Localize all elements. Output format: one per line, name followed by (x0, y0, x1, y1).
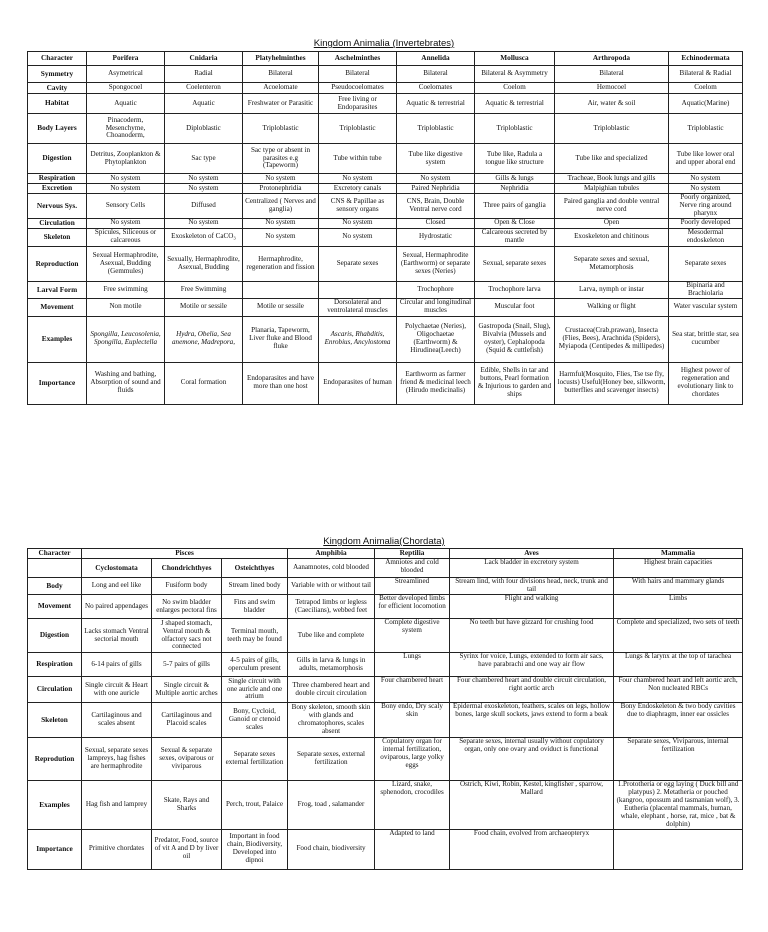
table-cell: Bilateral (397, 66, 475, 83)
table-cell: Mesodermal endoskeleton (669, 228, 743, 246)
table-cell: Sensory Cells (87, 194, 165, 219)
table-cell: Walking or flight (555, 298, 669, 316)
table-cell: Food chain, evolved from archaeopteryx (450, 829, 614, 869)
table-cell: 6-14 pairs of gills (82, 653, 152, 677)
table-cell: Aquatic & terrestrial (475, 94, 555, 114)
table-cell: Separate sexes and sexual, Metamorphosis (555, 246, 669, 281)
table-cell: No system (243, 218, 319, 228)
table-cell: Paired ganglia and double ventral nerve cord (555, 194, 669, 219)
table-cell: Tube like lower oral and upper aboral end (669, 144, 743, 174)
row-label: Habitat (28, 94, 87, 114)
row-label: Body Layers (28, 114, 87, 144)
table-cell: Harmful(Mosquito, Flies, Tse tse fly, locusts) Useful(Honey bee, silkworm, butterflies and scavenger insects) (555, 362, 669, 404)
row-label: Digestion (28, 144, 87, 174)
row-label: Importance (28, 829, 82, 869)
table-cell: Sexual Hermaphrodite, Asexual, Budding (Gemmules) (87, 246, 165, 281)
invertebrates-header: Porifera (87, 52, 165, 66)
table-cell: Poorly developed (669, 218, 743, 228)
row-label: Movement (28, 298, 87, 316)
table-cell: Open (555, 218, 669, 228)
table-cell: No system (87, 184, 165, 194)
table-cell: Sexual, separate sexes (475, 246, 555, 281)
table-row (28, 653, 743, 677)
table-cell: No system (319, 218, 397, 228)
table-cell: Syrinx for voice, Lungs, extended to form air sacs, have parabrachi and one way air flow (450, 653, 614, 677)
table-cell: Freshwater or Parasitic (243, 94, 319, 114)
table-cell: Non motile (87, 298, 165, 316)
table-cell: Tetrapod limbs or legless (Caecilians), webbed feet (288, 595, 375, 619)
table-cell: Bilateral & Asymmetry (475, 66, 555, 83)
table-cell (243, 281, 319, 298)
table-cell: Triploblastic (475, 114, 555, 144)
table-cell: Ascaris, Rhabditis, Enrobius, Ancylostoma (319, 316, 397, 362)
table-cell: Predator, Food, source of vit A and D by liver oil (152, 829, 222, 869)
table-cell: Tube like and specialized (555, 144, 669, 174)
reptilia-note: Amniotes and cold blooded (375, 559, 450, 578)
table-cell: Three pairs of ganglia (475, 194, 555, 219)
chordata-table (27, 548, 743, 870)
table-cell: Four chambered heart and left aortic arch, Non nucleated RBCs (614, 677, 743, 703)
table-cell: Closed (397, 218, 475, 228)
row-label: Examples (28, 781, 82, 830)
table-cell: Bony, Cycloid, Ganoid or ctenoid scales (222, 703, 288, 738)
invertebrates-header: Cnidaria (165, 52, 243, 66)
row-label: Reproduction (28, 246, 87, 281)
table-cell: Poorly organized, Nerve ring around pharynx (669, 194, 743, 219)
table-cell: Gills & lungs (475, 174, 555, 184)
table-cell: CNS & Papillae as sensory organs (319, 194, 397, 219)
table-row (28, 703, 743, 738)
table-cell: Hag fish and lamprey (82, 781, 152, 830)
table-cell: Fusiform body (152, 578, 222, 595)
table-cell: Copulatory organ for internal fertilization, oviparous, large yolky eggs (375, 738, 450, 781)
table-row (28, 66, 743, 83)
row-label: Circulation (28, 218, 87, 228)
table-cell: Earthworm as farmer friend & medicinal leech (Hirudo medicinalis) (397, 362, 475, 404)
table-row (28, 781, 743, 830)
table-cell: Tube like digestive system (397, 144, 475, 174)
table-cell: Triploblastic (397, 114, 475, 144)
table-cell: Bilateral (243, 66, 319, 83)
table-cell: Coelom (669, 83, 743, 94)
table-cell: Circular and longitudinal muscles (397, 298, 475, 316)
table-cell: No system (87, 218, 165, 228)
table-cell (319, 281, 397, 298)
table-row (28, 316, 743, 362)
subheader-osteichthyes: Osteichthyes (222, 559, 288, 578)
table-cell: Polychaetae (Neries), Oligochaetae (Earthworm) & Hirudinea(Leech) (397, 316, 475, 362)
invertebrates-title: Kingdom Animalia (Invertebrates) (313, 38, 455, 49)
table-row (28, 114, 743, 144)
header-aves: Aves (450, 549, 614, 559)
table-row (28, 218, 743, 228)
row-label: Circulation (28, 677, 82, 703)
table-cell: Stream lined body (222, 578, 288, 595)
invertebrates-header: Character (28, 52, 87, 66)
table-cell: Planaria, Tapeworm, Liver fluke and Blood fluke (243, 316, 319, 362)
table-cell: Protonephridia (243, 184, 319, 194)
table-cell: No system (669, 184, 743, 194)
table-cell: Highest power of regeneration and evolutionary link to chordates (669, 362, 743, 404)
table-row (28, 738, 743, 781)
row-label: Symmetry (28, 66, 87, 83)
table-cell: Radial (165, 66, 243, 83)
table-cell: Detritus, Zooplankton & Phytoplankton (87, 144, 165, 174)
table-row (28, 298, 743, 316)
invertebrates-header: Platyhelminthes (243, 52, 319, 66)
table-cell: Aquatic (165, 94, 243, 114)
table-cell: Single circuit with one auricle and one atrium (222, 677, 288, 703)
table-cell: Limbs (614, 595, 743, 619)
table-row (28, 83, 743, 94)
table-cell: No system (165, 174, 243, 184)
table-cell: Tube like, Radula a tongue like structure (475, 144, 555, 174)
table-cell: Epidermal exoskeleton, feathers, scales on legs, hollow bones, large skull sockets, jaws extend to form a beak (450, 703, 614, 738)
table-cell: Bipinaria and Brachiolaria (669, 281, 743, 298)
table-cell: Motile or sessile (165, 298, 243, 316)
table-cell: Diffused (165, 194, 243, 219)
table-cell: Endoparasites and have more than one host (243, 362, 319, 404)
table-cell: No system (165, 218, 243, 228)
table-cell: Variable with or without tail (288, 578, 375, 595)
table-row (28, 228, 743, 246)
table-cell: Spongocoel (87, 83, 165, 94)
header-pisces: Pisces (82, 549, 288, 559)
table-cell: Better developed limbs for efficient locomotion (375, 595, 450, 619)
table-cell: Centralized ( Nerves and ganglia) (243, 194, 319, 219)
table-cell: Long and eel like (82, 578, 152, 595)
table-cell: Tube within tube (319, 144, 397, 174)
table-cell: Exoskeleton of CaCO₃ (165, 228, 243, 246)
aves-note: Lack bladder in excretory system (450, 559, 614, 578)
table-cell: 1.Prototheria or egg laying ( Duck bill and platypus) 2. Metatheria or pouched (kangroo, opossum and tasmanian wolf), 3. Eutheria (placental mammals, human, whale, elephant , horse, rat, mice , bat & dolphin) (614, 781, 743, 830)
table-cell: Primitive chordates (82, 829, 152, 869)
table-cell: Free living or Endoparasites (319, 94, 397, 114)
subheader-chondrichthyes: Chondrichthyes (152, 559, 222, 578)
table-cell: Lizard, snake, sphenodon, crocodiles (375, 781, 450, 830)
table-cell: Pseudocoelomates (319, 83, 397, 94)
table-cell: Separate sexes external fertilization (222, 738, 288, 781)
table-cell: Crustacea(Crab,prawan), Insecta (Flies, Bees), Arachnida (Spiders), Myiapoda (Centipedes & millipedes) (555, 316, 669, 362)
invertebrates-header: Echinodermata (669, 52, 743, 66)
table-cell: Free Swimming (165, 281, 243, 298)
table-cell: No system (669, 174, 743, 184)
table-row (28, 677, 743, 703)
table-cell: Open & Close (475, 218, 555, 228)
table-cell: Bony skeleton, smooth skin with glands and chromatophores, scales absent (288, 703, 375, 738)
table-cell: Exoskeleton and chitinous (555, 228, 669, 246)
table-cell: Aquatic & terrestrial (397, 94, 475, 114)
header-mammalia: Mammalia (614, 549, 743, 559)
table-row (28, 184, 743, 194)
table-cell: Separate sexes (319, 246, 397, 281)
table-row (28, 362, 743, 404)
table-cell: Sea star, brittle star, sea cucumber (669, 316, 743, 362)
table-cell: Food chain, biodiversity (288, 829, 375, 869)
table-cell: No system (319, 228, 397, 246)
invertebrates-header: Arthropoda (555, 52, 669, 66)
table-cell: Triploblastic (555, 114, 669, 144)
table-cell: No system (87, 174, 165, 184)
table-cell: Spicules, Siliceous or calcareous (87, 228, 165, 246)
row-label: Movement (28, 595, 82, 619)
table-cell: Hermaphrodite, regeneration and fission (243, 246, 319, 281)
table-cell: Frog, toad , salamander (288, 781, 375, 830)
table-row (28, 194, 743, 219)
table-cell: No system (243, 174, 319, 184)
table-cell: Spongilla, Leucosolenia, Spongilla, Euplectella (87, 316, 165, 362)
row-label: Digestion (28, 619, 82, 653)
table-row (28, 246, 743, 281)
table-cell: Triploblastic (319, 114, 397, 144)
row-label: Cavity (28, 83, 87, 94)
table-cell: Cartilaginous and Placoid scales (152, 703, 222, 738)
table-cell: Streamlined (375, 578, 450, 595)
table-cell: Four chambered heart (375, 677, 450, 703)
table-cell: Single circuit & Multiple aortic arches (152, 677, 222, 703)
table-cell: Separate sexes, external fertilization (288, 738, 375, 781)
row-label: Skeleton (28, 228, 87, 246)
table-row (28, 94, 743, 114)
table-cell: Endoparasites of human (319, 362, 397, 404)
row-label: Body (28, 578, 82, 595)
table-cell: Coelom (475, 83, 555, 94)
table-cell: Gastropoda (Snail, Slug), Bivalvia (Mussels and oyster), Cephalopoda (Squid & cuttlefish) (475, 316, 555, 362)
mammalia-note: Highest brain capacities (614, 559, 743, 578)
header-amphibia: Amphibia (288, 549, 375, 559)
table-cell: Triploblastic (243, 114, 319, 144)
table-cell (614, 829, 743, 869)
table-cell: Flight and walking (450, 595, 614, 619)
row-label: Respiration (28, 653, 82, 677)
table-cell: Hydra, Obelia, Sea anemone, Madrepora, (165, 316, 243, 362)
table-cell: Sexual, Hermaphrodite (Earthworm) or separate sexes (Neries) (397, 246, 475, 281)
table-cell: Sac type or absent in parasites e.g (Tapeworm) (243, 144, 319, 174)
table-cell: Aquatic(Marine) (669, 94, 743, 114)
table-cell: Dorsolateral and ventrolateral muscles (319, 298, 397, 316)
table-cell: Nephridia (475, 184, 555, 194)
table-cell: Sexually, Hermaphrodite, Asexual, Budding (165, 246, 243, 281)
table-cell: Acoelomate (243, 83, 319, 94)
table-cell: Bony Endoskeleton & two body cavities due to diaphragm, inner ear ossicles (614, 703, 743, 738)
table-cell: Stream lind, with four divisions head, neck, trunk and tail (450, 578, 614, 595)
table-cell: Muscular foot (475, 298, 555, 316)
table-cell: With hairs and mammary glands (614, 578, 743, 595)
table-cell: Bony endo, Dry scaly skin (375, 703, 450, 738)
table-row (28, 174, 743, 184)
table-cell: Sac type (165, 144, 243, 174)
table-cell: J shaped stomach, Ventral mouth & olfactory sacs not connected (152, 619, 222, 653)
table-cell: Lungs & larynx at the top of tarachea (614, 653, 743, 677)
row-label: Respiration (28, 174, 87, 184)
row-label: Larval Form (28, 281, 87, 298)
table-cell: Sexual & separate sexes, oviparous or viviparous (152, 738, 222, 781)
table-cell: Calcareous secreted by mantle (475, 228, 555, 246)
table-cell: Coelomates (397, 83, 475, 94)
table-cell: Aquatic (87, 94, 165, 114)
invertebrates-header: Annelida (397, 52, 475, 66)
table-cell: Single circuit & Heart with one auricle (82, 677, 152, 703)
table-cell: Excretory canals (319, 184, 397, 194)
table-cell: Complete and specialized, two sets of teeth (614, 619, 743, 653)
table-cell: Lungs (375, 653, 450, 677)
table-cell: No teeth but have gizzard for crushing food (450, 619, 614, 653)
table-cell: Air, water & soil (555, 94, 669, 114)
table-row (28, 829, 743, 869)
table-cell: Pinacoderm, Mesenchyme, Choanoderm, (87, 114, 165, 144)
table-row (28, 595, 743, 619)
table-cell: Separate sexes, Viviparous, internal fertilization (614, 738, 743, 781)
invertebrates-header: Mollusca (475, 52, 555, 66)
row-label: Nervous Sys. (28, 194, 87, 219)
row-label: Skeleton (28, 703, 82, 738)
table-cell: Hemocoel (555, 83, 669, 94)
table-cell: No system (319, 174, 397, 184)
table-cell: Larva, nymph or instar (555, 281, 669, 298)
table-cell: Perch, trout, Palaice (222, 781, 288, 830)
table-cell: Important in food chain, Biodiversity, Developed into dipnoi (222, 829, 288, 869)
table-cell: CNS, Brain, Double Ventral nerve cord (397, 194, 475, 219)
header-reptilia: Reptilia (375, 549, 450, 559)
table-cell: Complete digestive system (375, 619, 450, 653)
table-cell: Sexual, separate sexes lampreys, hag fishes are hermaphrodite (82, 738, 152, 781)
table-cell: Coral formation (165, 362, 243, 404)
table-cell: Free swimming (87, 281, 165, 298)
table-cell: No system (243, 228, 319, 246)
table-cell: Coelenteron (165, 83, 243, 94)
table-cell: Asymetrical (87, 66, 165, 83)
table-cell: Trochophore (397, 281, 475, 298)
table-cell: Trochophore larva (475, 281, 555, 298)
table-row (28, 578, 743, 595)
invertebrates-table (27, 51, 743, 405)
table-cell: Three chambered heart and double circuit circulation (288, 677, 375, 703)
row-label: Excretion (28, 184, 87, 194)
table-cell: 5-7 pairs of gills (152, 653, 222, 677)
table-cell: Ostrich, Kiwi, Robin, Kestel, kingfisher , sparrow, Mallard (450, 781, 614, 830)
table-cell: Malpighian tubules (555, 184, 669, 194)
table-row (28, 144, 743, 174)
table-cell: Bilateral & Radial (669, 66, 743, 83)
table-cell: Adapted to land (375, 829, 450, 869)
amphibia-note: Aanamnotes, cold blooded (288, 559, 375, 578)
table-row (28, 619, 743, 653)
table-cell: Paired Nephridia (397, 184, 475, 194)
table-cell: Triploblastic (669, 114, 743, 144)
empty-cell (28, 559, 82, 578)
table-cell: 4-5 pairs of gills, operculum present (222, 653, 288, 677)
table-cell: No swim bladder enlarges pectoral fins (152, 595, 222, 619)
table-cell: Cartilaginous and scales absent (82, 703, 152, 738)
table-cell: Tracheae, Book lungs and gills (555, 174, 669, 184)
table-cell: Fins and swim bladder (222, 595, 288, 619)
table-cell: No paired appendages (82, 595, 152, 619)
invertebrates-header: Aschelminthes (319, 52, 397, 66)
table-cell: Washing and bathing, Absorption of sound and fluids (87, 362, 165, 404)
table-cell: Separate sexes, internal usually without copulatory organ, only one ovary and oviduct is functional (450, 738, 614, 781)
table-cell: Bilateral (319, 66, 397, 83)
table-cell: Bilateral (555, 66, 669, 83)
table-cell: Tube like and complete (288, 619, 375, 653)
table-cell: Terminal mouth, teeth may be found (222, 619, 288, 653)
table-cell: Separate sexes (669, 246, 743, 281)
table-cell: Four chambered heart and double circuit circulation, right aortic arch (450, 677, 614, 703)
table-cell: Water vascular system (669, 298, 743, 316)
subheader-cyclostomata: Cyclostomata (82, 559, 152, 578)
table-cell: Skate, Rays and Sharks (152, 781, 222, 830)
row-label: Reprodution (28, 738, 82, 781)
table-cell: Hydrostatic (397, 228, 475, 246)
table-cell: No system (165, 184, 243, 194)
table-cell: Diploblastic (165, 114, 243, 144)
table-cell: Gills in larva & lungs in adults, metamorphosis (288, 653, 375, 677)
table-row (28, 281, 743, 298)
row-label: Importance (28, 362, 87, 404)
table-cell: Edible, Shells in tar and buttons, Pearl formation & Injurious to garden and ships (475, 362, 555, 404)
table-cell: Motile or sessile (243, 298, 319, 316)
table-cell: No system (397, 174, 475, 184)
chordata-title: Kingdom Animalia(Chordata) (323, 536, 445, 547)
header-character: Character (28, 549, 82, 559)
row-label: Examples (28, 316, 87, 362)
table-cell: Lacks stomach Ventral sectorial mouth (82, 619, 152, 653)
